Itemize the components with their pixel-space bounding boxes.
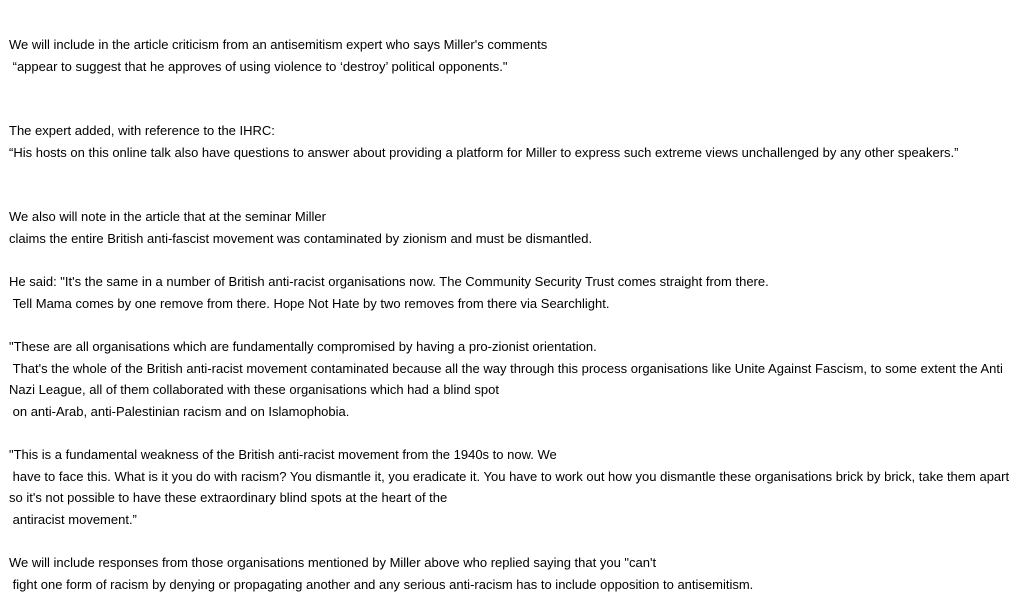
paragraph-miller-quote-2 (9, 336, 1010, 422)
text-line: That's the whole of the British anti-racist movement contaminated because all the way through this process organisations like Unite Against Fascism, to some extent the Anti Nazi League, all of them collaborated with these organisations which had a blind spot (9, 360, 1007, 397)
paragraph-miller-quote-1 (9, 271, 1010, 314)
text-line: claims the entire British anti-fascist movement was contaminated by zionism and must be dismantled. (9, 230, 593, 246)
text-line: antiracist movement.” (9, 511, 137, 527)
text-line: have to face this. What is it you do with racism? You dismantle it, you eradicate it. You have to work out how you dismantle these organisations brick by brick, take them apart so it's not possible to have these extraordinary blind spots at the heart of the (9, 468, 1013, 505)
text-line: "This is a fundamental weakness of the British anti-racist movement from the 1940s to now. We (9, 447, 557, 462)
paragraph-expert-added (9, 120, 1010, 163)
text-line: “appear to suggest that he approves of using violence to ‘destroy’ political opponents." (9, 58, 508, 74)
text-line: fight one form of racism by denying or propagating another and any serious anti-racism has to include opposition to antisemitism. (9, 576, 754, 592)
paragraph-organisation-responses (9, 552, 1010, 595)
text-line: We will include responses from those organisations mentioned by Miller above who replied saying that you "can't (9, 555, 657, 570)
text-line: The expert added, with reference to the IHRC: (9, 123, 275, 138)
text-line: on anti-Arab, anti-Palestinian racism and on Islamophobia. (9, 403, 350, 419)
text-line: We will include in the article criticism from an antisemitism expert who says Miller's comments (9, 37, 548, 52)
text-line: We also will note in the article that at the seminar Miller (9, 209, 326, 224)
paragraph-seminar-claims (9, 206, 1010, 249)
text-line: "These are all organisations which are fundamentally compromised by having a pro-zionist orientation. (9, 339, 597, 354)
text-line: Tell Mama comes by one remove from there. Hope Not Hate by two removes from there via Searchlight. (9, 295, 610, 311)
paragraph-miller-quote-3 (9, 444, 1013, 530)
text-line: He said: "It's the same in a number of British anti-racist organisations now. The Community Security Trust comes straight from there. (9, 274, 769, 289)
paragraph-expert-criticism (9, 34, 1010, 77)
text-line: “His hosts on this online talk also have questions to answer about providing a platform for Miller to express such extreme views unchallenged by any other speakers.” (9, 144, 959, 160)
